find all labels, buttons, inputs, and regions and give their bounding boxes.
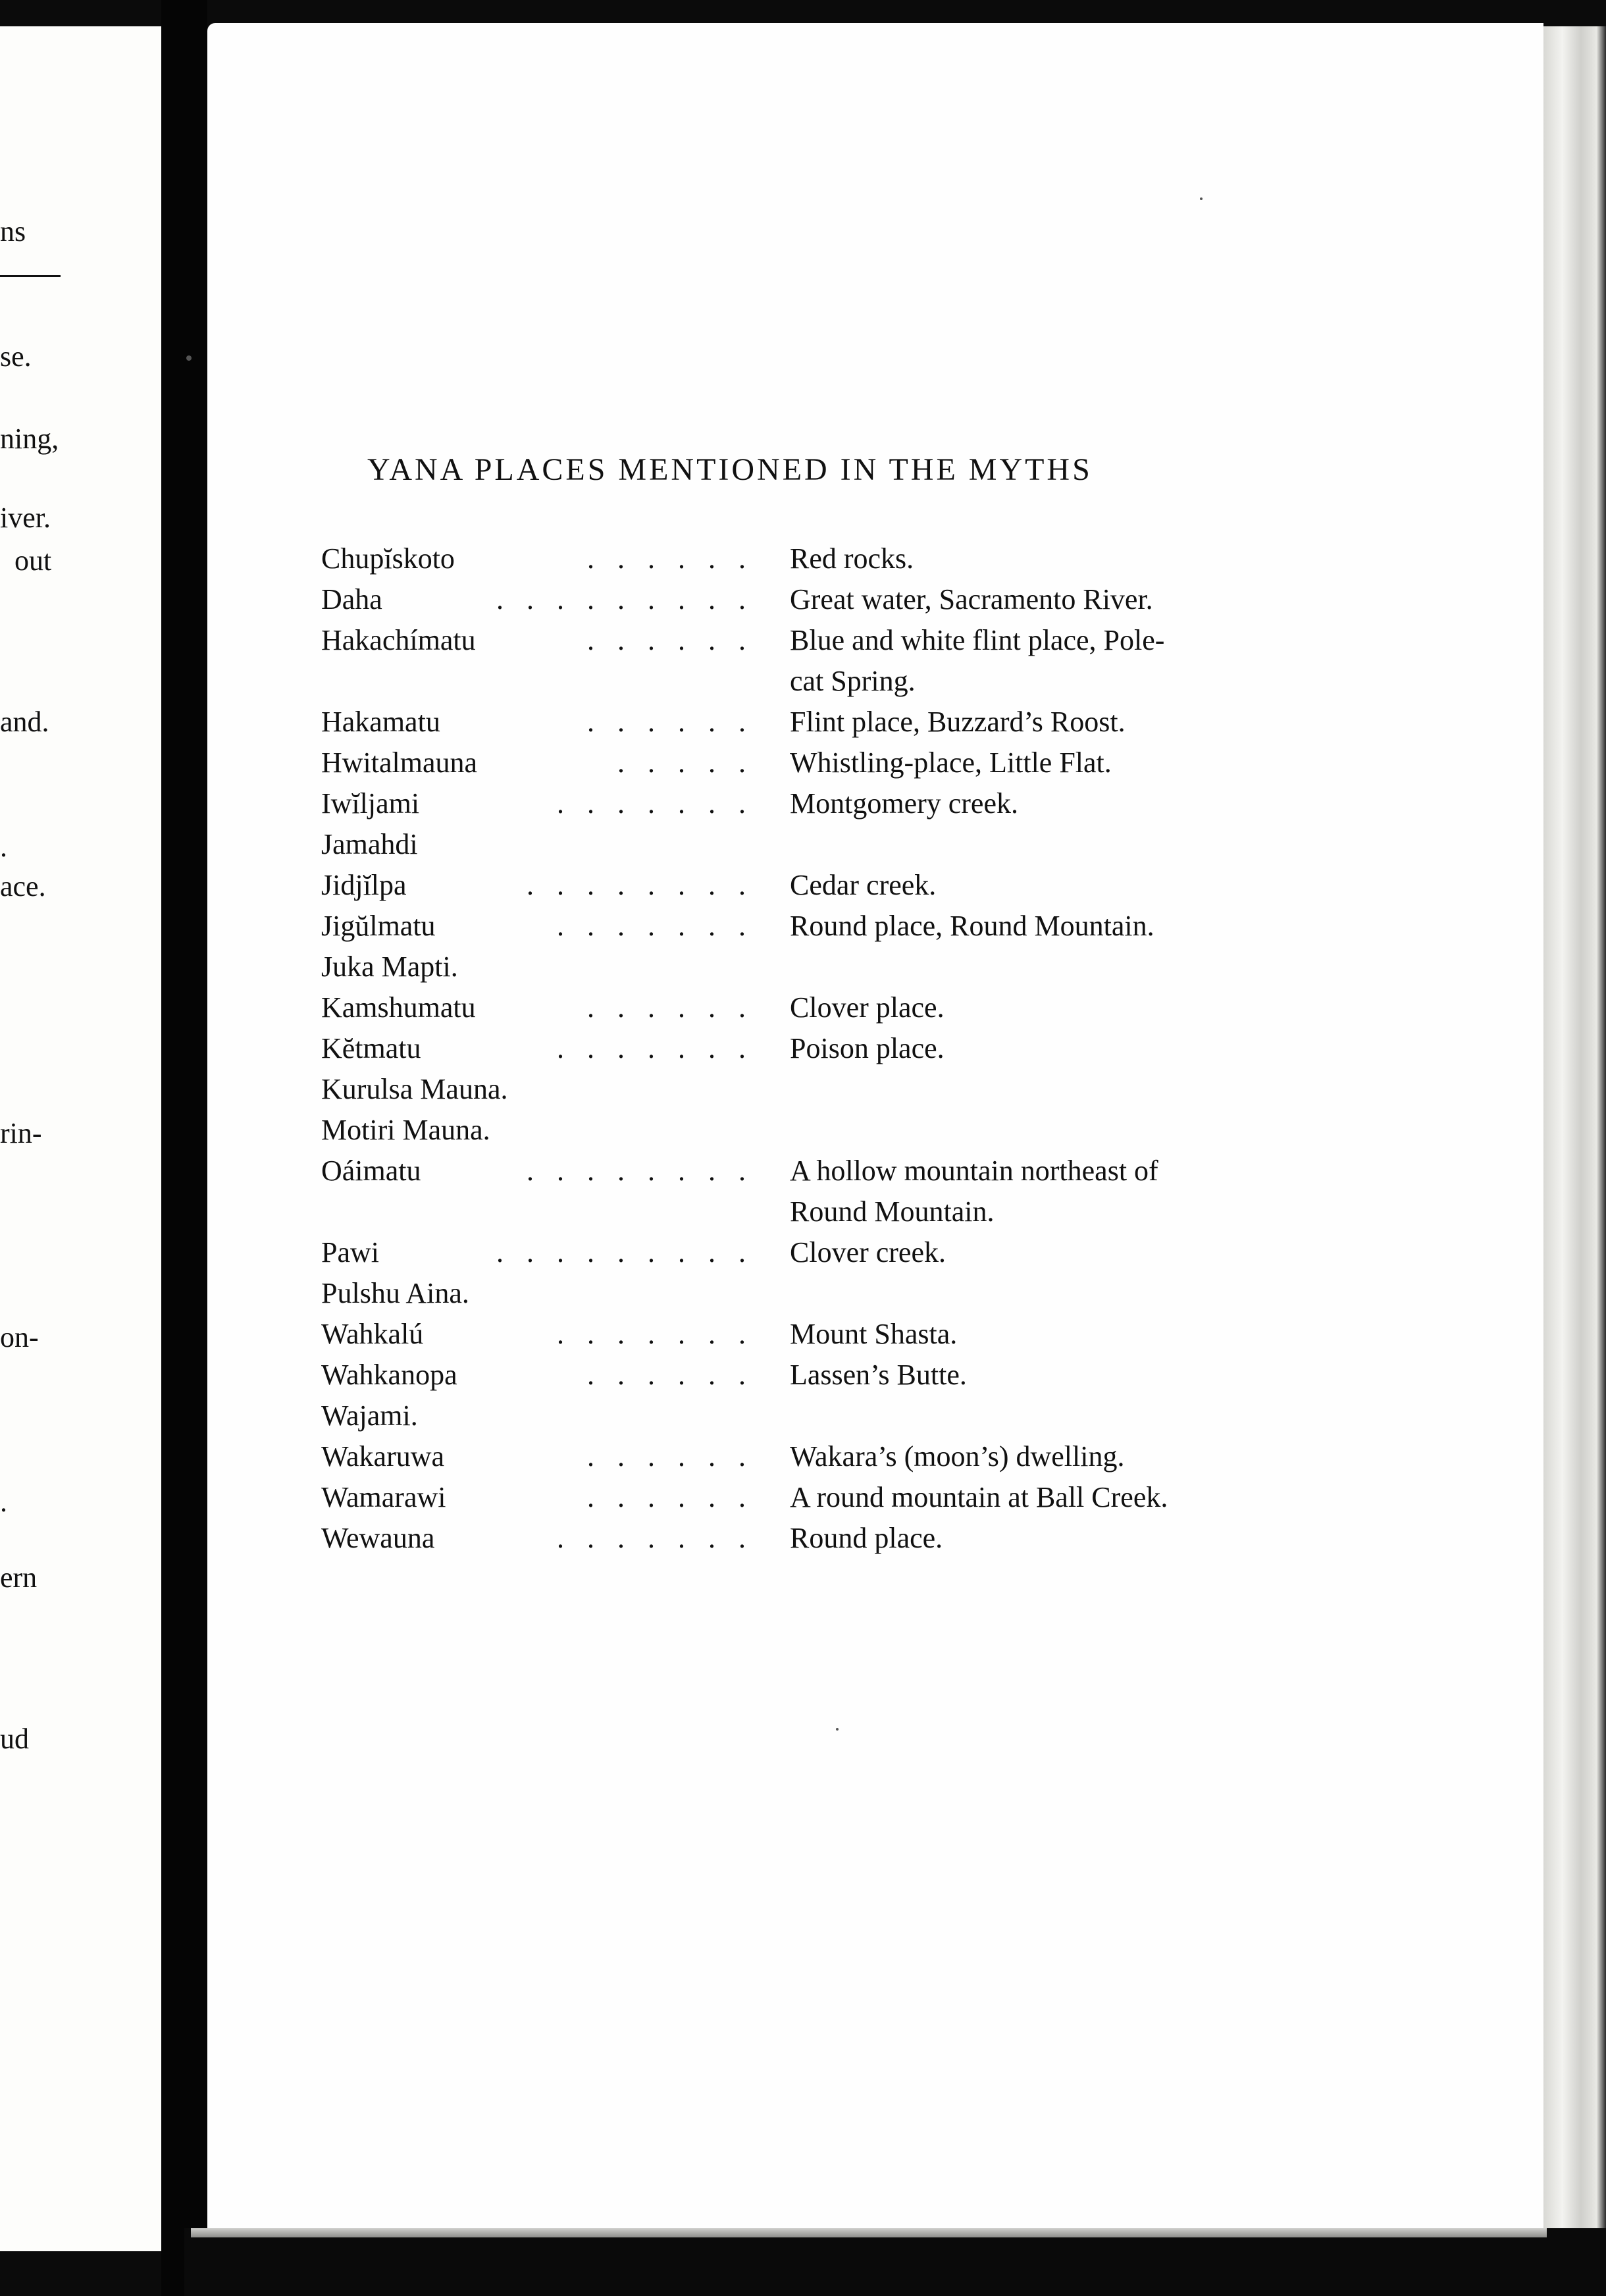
left-page-fragment: and.: [0, 706, 49, 738]
place-name: Wamarawi: [321, 1481, 446, 1513]
place-name: Wewauna: [321, 1522, 435, 1554]
place-entry: [321, 1396, 1322, 1436]
place-entry: [321, 1355, 1322, 1396]
place-entry: [321, 1314, 1322, 1355]
place-name: Wahkanopa: [321, 1359, 457, 1391]
place-entry: [321, 1477, 1322, 1518]
place-name: Wakaruwa: [321, 1440, 445, 1473]
place-description: Lassen’s Butte.: [790, 1359, 967, 1391]
page-edge: [1543, 26, 1606, 2238]
dot-leader: . . . . . . . .: [527, 1155, 754, 1187]
dot-leader: . . . . . . .: [557, 1318, 754, 1350]
place-name: Daha: [321, 583, 382, 615]
dot-leader: . . . . . .: [587, 1359, 754, 1391]
place-name: Wahkalú: [321, 1318, 424, 1350]
place-description: Wakara’s (moon’s) dwelling.: [790, 1440, 1125, 1473]
place-entry: [321, 579, 1322, 620]
dot-leader: . . . . . . . . .: [496, 583, 754, 615]
place-entry: [321, 1518, 1322, 1559]
place-name: Pulshu Aina.: [321, 1277, 469, 1309]
dot-leader: . . . . . .: [587, 624, 754, 656]
place-name: Juka Mapti.: [321, 951, 458, 983]
place-name: Kĕtmatu: [321, 1032, 421, 1064]
place-description: Round place.: [790, 1522, 943, 1554]
place-entry: [321, 1232, 1322, 1273]
place-entry: [321, 1069, 1322, 1110]
place-description: Red rocks.: [790, 542, 914, 575]
dot-leader: . . . . . .: [587, 991, 754, 1024]
place-name: Motiri Mauna.: [321, 1114, 490, 1146]
left-page-fragment: .: [0, 831, 7, 863]
place-entry: [321, 1110, 1322, 1151]
left-page-fragment: rin-: [0, 1117, 42, 1149]
bottom-shadow: [184, 2228, 1606, 2296]
place-entry: [321, 1151, 1322, 1232]
dot-leader: . . . . .: [617, 746, 754, 779]
place-name: Chupĭskoto: [321, 542, 455, 575]
dot-leader: . . . . . . .: [557, 1032, 754, 1064]
left-page-fragment: iver.: [0, 502, 51, 534]
place-description: A hollow mountain northeast of Round Mountain.: [790, 1155, 1158, 1228]
place-name: Kurulsa Mauna.: [321, 1073, 508, 1105]
place-name: Iwĭljami: [321, 787, 420, 820]
left-page-fragment: se.: [0, 340, 32, 373]
place-entry: [321, 906, 1322, 947]
dot-leader: . . . . . . .: [557, 1522, 754, 1554]
dot-leader: . . . . . . .: [557, 910, 754, 942]
place-entry: [321, 1028, 1322, 1069]
place-entry: [321, 702, 1322, 743]
place-entry: [321, 743, 1322, 783]
dot-leader: . . . . . .: [587, 1481, 754, 1513]
place-description: Great water, Sacramento River.: [790, 583, 1153, 615]
place-description: Poison place.: [790, 1032, 945, 1064]
place-entry: [321, 947, 1322, 987]
book-gutter: [161, 0, 207, 2296]
place-description: Round place, Round Mountain.: [790, 910, 1154, 942]
place-description: Montgomery creek.: [790, 787, 1018, 820]
dust-speck: [1200, 197, 1203, 200]
place-name: Oáimatu: [321, 1155, 421, 1187]
place-description: Whistling-place, Little Flat.: [790, 746, 1112, 779]
left-page-fragment: on-: [0, 1321, 39, 1353]
place-name: Hakachímatu: [321, 624, 476, 656]
left-page-fragment: ace.: [0, 870, 46, 902]
left-page-fragment: .: [0, 1486, 7, 1518]
place-name: Jigŭlmatu: [321, 910, 436, 942]
dot-leader: . . . . . .: [587, 1440, 754, 1473]
dot-leader: . . . . . .: [587, 706, 754, 738]
left-facing-page: [0, 26, 161, 2251]
dot-leader: . . . . . .: [587, 542, 754, 575]
dust-speck: [186, 355, 192, 361]
place-list: [321, 538, 1322, 1559]
place-description: A round mountain at Ball Creek.: [790, 1481, 1168, 1513]
place-name: Pawi: [321, 1236, 379, 1268]
place-entry: [321, 824, 1322, 865]
place-entry: [321, 865, 1322, 906]
place-entry: [321, 1436, 1322, 1477]
place-entry: [321, 783, 1322, 824]
place-description: Clover creek.: [790, 1236, 946, 1268]
left-page-fragment: ud: [0, 1723, 29, 1755]
dot-leader: . . . . . . .: [557, 787, 754, 820]
left-page-fragment: ern: [0, 1561, 38, 1594]
bottom-page-edge: [191, 2228, 1547, 2237]
place-entry: [321, 620, 1322, 702]
place-entry: [321, 538, 1322, 579]
place-description: Clover place.: [790, 991, 945, 1024]
left-page-fragment: ns: [0, 215, 26, 248]
left-page-fragment: out: [14, 544, 52, 577]
dot-leader: . . . . . . . . .: [496, 1236, 754, 1268]
place-name: Jidjĭlpa: [321, 869, 407, 901]
place-name: Wajami.: [321, 1399, 418, 1432]
dot-leader: . . . . . . . .: [527, 869, 754, 901]
place-entry: [321, 1273, 1322, 1314]
left-page-fragment: ning,: [0, 423, 59, 455]
place-name: Kamshumatu: [321, 991, 476, 1024]
place-entry: [321, 987, 1322, 1028]
dust-speck: [836, 1728, 839, 1731]
place-name: Jamahdi: [321, 828, 418, 860]
left-page-rule: [0, 275, 61, 277]
page-title: YANA PLACES MENTIONED IN THE MYTHS: [367, 452, 1093, 487]
place-description: Flint place, Buzzard’s Roost.: [790, 706, 1126, 738]
place-description: Blue and white flint place, Pole- cat Spring.: [790, 624, 1165, 697]
place-name: Hakamatu: [321, 706, 440, 738]
place-name: Hwitalmauna: [321, 746, 478, 779]
place-description: Mount Shasta.: [790, 1318, 958, 1350]
place-description: Cedar creek.: [790, 869, 937, 901]
